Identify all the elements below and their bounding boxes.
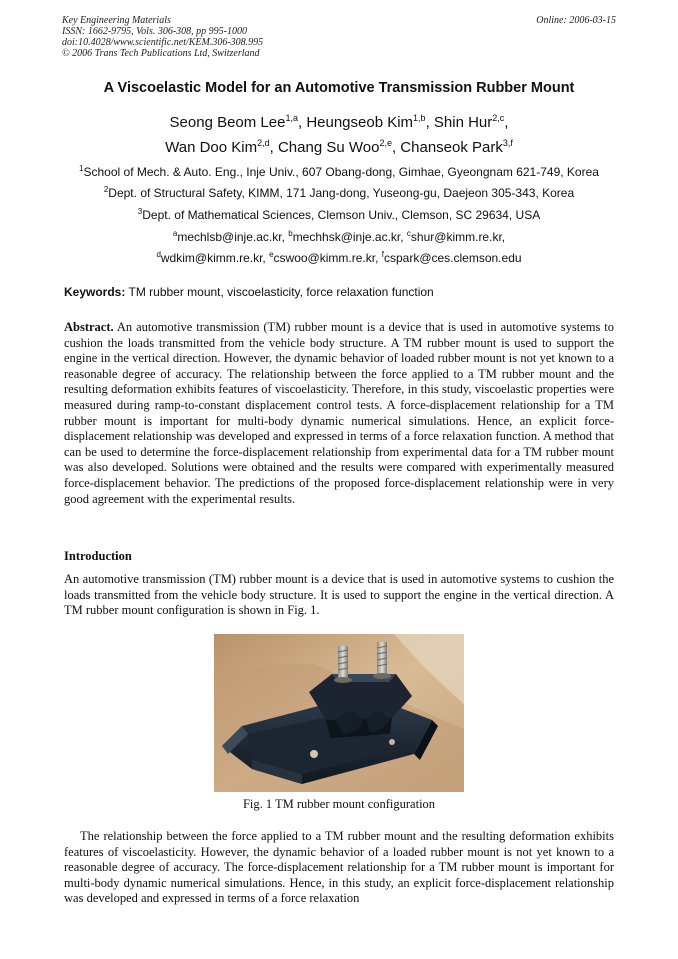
- abstract-text: An automotive transmission (TM) rubber mount is a device that is used in automotive systems to cushion the loads transmitted from the vehicle body structure. A TM rubber mount is used to support the engine in the vertical direction. However, the dynamic behavior of loaded rubber mount is not yet known to a reasonable degree of accuracy. The relationship between the force applied to a TM rubber mount and the resulting deformation exhibits features of viscoelasticity. Therefore, in this study, viscoelastic properties were measured during ramp-to-constant displacement control tests. A force-displacement relationship for a TM rubber mount is important for multi-body dynamic numerical simulations. Hence, an explicit force-displacement relationship was developed and expressed in terms of a force relaxation function. A method that can be used to determine the force-displacement relationship from experimental data for a TM rubber mount was also developed. Solutions were obtained and the results were compared with experimentally measured force-displacement behavior. The predictions of the proposed force-displacement relationship were in very good agreement with the experimental results.: [64, 320, 615, 506]
- keywords-text: TM rubber mount, viscoelasticity, force relaxation function: [128, 285, 434, 299]
- rubber-mount-photo: [214, 634, 464, 792]
- author-name: Chang Su Woo: [277, 139, 380, 156]
- online-date: Online: 2006-03-15: [536, 15, 616, 26]
- paper-title: A Viscoelastic Model for an Automotive Transmission Rubber Mount: [103, 80, 575, 96]
- journal-doi: doi:10.4028/www.scientific.net/KEM.306-308.995: [62, 37, 264, 48]
- journal-issn: ISSN: 1662-9795, Vols. 306-308, pp 995-1000: [62, 26, 247, 37]
- email-link[interactable]: mechlsb@inje.ac.kr: [177, 230, 282, 244]
- affiliation-3: $^3$Dept. of Mathematical Sciences, Clemson Univ., Clemson, SC 29634, USA: [137, 207, 541, 222]
- journal-name: Key Engineering Materials: [62, 15, 171, 26]
- email-link[interactable]: wdkim@kimm.re.kr: [160, 251, 263, 265]
- email-line-2: $^d$wdkim@kimm.re.kr, $^e$cswoo@kimm.re.kr, $^f$cspark@ces.clemson.edu: [156, 250, 522, 265]
- abstract: [64, 320, 614, 507]
- author-name: Heungseob Kim: [306, 114, 414, 131]
- email-link[interactable]: mechhsk@inje.ac.kr: [292, 230, 401, 244]
- intro-paragraph-1: An automotive transmission (TM) rubber mount is a device that is used in automotive systems to cushion the loads transmitted from the vehicle body structure. It is used to support the engine in the vertical direction. A TM rubber mount configuration is shown in Fig. 1.: [64, 572, 614, 618]
- email-link[interactable]: cswoo@kimm.re.kr: [273, 251, 376, 265]
- author-line-2: Wan Doo Kim$^{2,d}$, Chang Su Woo$^{2,e}$, Chanseok Park$^{3,f}$: [165, 138, 513, 156]
- rubber-mount-image: [214, 634, 464, 792]
- author-sup: 2,c: [492, 113, 505, 123]
- author-name: Shin Hur: [433, 114, 493, 131]
- journal-header: [62, 15, 263, 59]
- author-sup: 3,f: [502, 138, 513, 148]
- author-name: Wan Doo Kim: [165, 139, 258, 156]
- abstract-label: Abstract.: [64, 320, 114, 334]
- email-link[interactable]: shur@kimm.re.kr: [410, 230, 502, 244]
- keywords: [64, 285, 434, 299]
- email-link[interactable]: cspark@ces.clemson.edu: [383, 251, 522, 265]
- email-line-1: $^a$mechlsb@inje.ac.kr, $^b$mechhsk@inje.ac.kr, $^c$shur@kimm.re.kr,: [172, 229, 506, 244]
- author-sup: 2,e: [379, 138, 392, 148]
- keywords-label: Keywords:: [64, 285, 126, 299]
- journal-copyright: © 2006 Trans Tech Publications Ltd, Switzerland: [62, 48, 260, 59]
- section-heading-introduction: Introduction: [64, 549, 132, 563]
- author-name: Seong Beom Lee: [169, 114, 286, 131]
- author-sup: 1,a: [285, 113, 298, 123]
- affiliation-1: $^1$School of Mech. & Auto. Eng., Inje Univ., 607 Obang-dong, Gimhae, Gyeongnam 621-749, Korea: [79, 164, 599, 179]
- affiliation-2: $^2$Dept. of Structural Safety, KIMM, 171 Jang-dong, Yuseong-gu, Daejeon 305-343, Korea: [103, 185, 575, 200]
- author-sup: 2,d: [257, 138, 270, 148]
- author-line-1: Seong Beom Lee$^{1,a}$, Heungseob Kim$^{1,b}$, Shin Hur$^{2,c}$,: [169, 113, 509, 131]
- author-name: Chanseok Park: [400, 139, 503, 156]
- intro-paragraph-2: The relationship between the force applied to a TM rubber mount and the resulting deformation exhibits features of viscoelasticity. However, the dynamic behavior of a loaded rubber mount is not yet known to a reasonable degree of accuracy. The force-displacement relationship for a TM rubber mount is important for multi-body dynamic numerical simulations. Hence, in this study, an explicit force-displacement relationship was developed and expressed in terms of a force relaxation: [64, 829, 614, 906]
- author-sup: 1,b: [413, 113, 426, 123]
- figure-caption: Fig. 1 TM rubber mount configuration: [242, 797, 436, 811]
